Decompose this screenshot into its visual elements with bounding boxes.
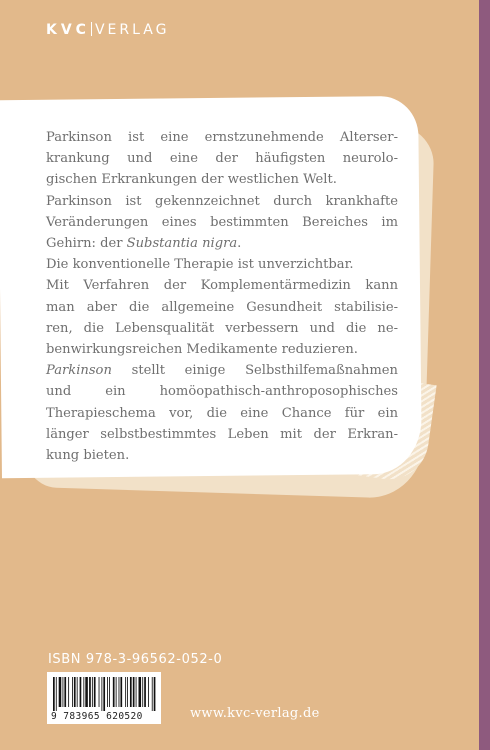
blurb-line: gischen Erkrankungen der westlichen Welt.: [46, 172, 337, 188]
blurb-line: ren, die Lebensqualität verbessern und die ne-: [46, 320, 398, 336]
blurb-line: man aber die allgemeine Gesundheit stabilisie-: [46, 299, 398, 315]
barcode-bar: [148, 677, 149, 707]
barcode-bar: [63, 677, 64, 707]
barcode-bar: [89, 677, 91, 707]
blurb-line: Parkinson ist gekennzeichnet durch krankhafte: [46, 193, 398, 209]
barcode-bar: [103, 677, 105, 711]
blurb-line: benwirkungsreichen Medikamente reduzieren.: [46, 342, 358, 358]
blurb-line: [46, 360, 398, 381]
blurb-line: Veränderungen eines bestimmten Bereiches im: [46, 214, 398, 230]
barcode: [47, 672, 161, 724]
barcode-bar: [94, 677, 96, 707]
barcode-bar: [119, 677, 120, 707]
barcode-bar: [113, 677, 115, 707]
blurb-text: [46, 127, 398, 466]
publisher-brand: KVC: [46, 22, 90, 38]
publisher-logo: [46, 22, 169, 38]
accent-strip: [479, 0, 490, 750]
barcode-bar: [142, 677, 143, 707]
barcode-bar: [154, 677, 156, 711]
blurb-line: kung bieten.: [46, 448, 130, 464]
barcode-bar: [133, 677, 135, 707]
blurb-line: [46, 233, 398, 254]
barcode-bar: [77, 677, 78, 707]
barcode-bar: [139, 677, 142, 707]
barcode-bar: [72, 677, 73, 707]
barcode-bar: [136, 677, 137, 707]
barcode-bar: [152, 677, 153, 711]
barcode-bar: [74, 677, 76, 707]
barcode-bar: [130, 677, 132, 707]
blurb-line: krankung und eine der häufigsten neurolo-: [46, 151, 398, 167]
barcode-bar: [85, 677, 88, 707]
barcode-bar: [125, 677, 126, 707]
barcode-bar: [68, 677, 69, 707]
publisher-suffix: VERLAG: [94, 22, 170, 38]
barcode-bar: [53, 677, 55, 711]
blurb-line: und ein homöopathisch-anthroposophisches: [46, 384, 398, 400]
blurb-line: Parkinson ist eine ernstzunehmende Alterser-: [46, 130, 398, 145]
blurb-emphasis: Parkinson: [46, 363, 112, 379]
barcode-bar: [99, 677, 100, 707]
barcode-bar: [83, 677, 84, 707]
barcode-bar: [120, 677, 122, 707]
barcode-bar: [144, 677, 146, 707]
barcode-bar: [101, 677, 102, 711]
barcode-bar: [64, 677, 66, 707]
barcode-digits: 9 783965 620520: [51, 711, 143, 722]
barcode-bar: [107, 677, 108, 707]
blurb-line-text: Gehirn: der: [46, 236, 127, 252]
blurb-line: Die konventionelle Therapie ist unverzichtbar.: [46, 257, 354, 273]
blurb-line-text: stellt einige Selbsthilfemaßnahmen: [111, 363, 398, 379]
logo-divider: [91, 22, 92, 36]
barcode-bar: [116, 677, 117, 707]
website-link[interactable]: www.kvc-verlag.de: [190, 706, 320, 721]
barcode-bars: [51, 677, 157, 711]
blurb-line: länger selbstbestimmtes Leben mit der Erkran-: [46, 426, 398, 442]
blurb-line: Mit Verfahren der Komplementärmedizin kann: [46, 278, 398, 294]
barcode-bar: [92, 677, 93, 707]
blurb-line-text: .: [237, 236, 242, 252]
barcode-bar: [80, 677, 82, 707]
barcode-bar: [56, 677, 57, 711]
barcode-bar: [59, 677, 62, 707]
barcode-bar: [127, 677, 128, 707]
barcode-bar: [109, 677, 110, 707]
isbn-label: ISBN 978-3-96562-052-0: [48, 652, 223, 667]
blurb-emphasis: Substantia nigra: [126, 236, 238, 252]
blurb-line: Therapieschema vor, die eine Chance für ein: [46, 405, 398, 421]
